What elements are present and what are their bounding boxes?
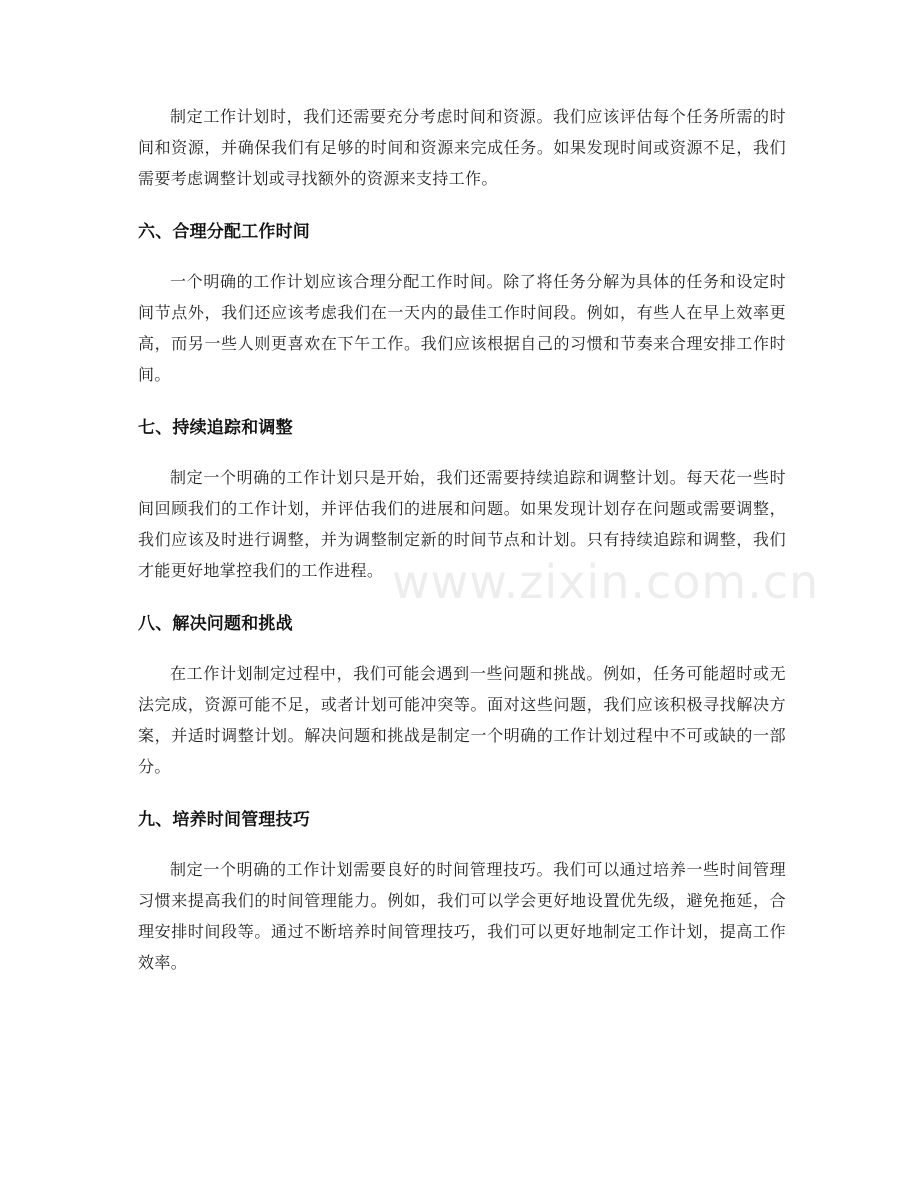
heading-section-6: 六、合理分配工作时间 [138, 222, 310, 242]
heading-section-8: 八、解决问题和挑战 [138, 614, 293, 634]
paragraph-section-9: 制定一个明确的工作计划需要良好的时间管理技巧。我们可以通过培养一些时间管理习惯来提高我们的时间管理能力。例如，我们可以学会更好地设置优先级，避免拖延，合理安排时间段等。通过不断培养时间管理技巧，我们可以更好地制定工作计划，提高工作效率。 [138, 860, 786, 972]
paragraph-section-6: 一个明确的工作计划应该合理分配工作时间。除了将任务分解为具体的任务和设定时间节点外，我们还应该考虑我们在一天内的最佳工作时间段。例如，有些人在早上效率更高，而另一些人则更喜欢在下午工作。我们应该根据自己的习惯和节奏来合理安排工作时间。 [138, 272, 786, 384]
paragraph-section-7: 制定一个明确的工作计划只是开始，我们还需要持续追踪和调整计划。每天花一些时间回顾我们的工作计划，并评估我们的进展和问题。如果发现计划存在问题或需要调整，我们应该及时进行调整，并为调整制定新的时间节点和计划。只有持续追踪和调整，我们才能更好地掌控我们的工作进程。 [138, 468, 786, 580]
heading-section-7: 七、持续追踪和调整 [138, 418, 293, 438]
paragraph-section-8: 在工作计划制定过程中，我们可能会遇到一些问题和挑战。例如，任务可能超时或无法完成，资源可能不足，或者计划可能冲突等。面对这些问题，我们应该积极寻找解决方案，并适时调整计划。解决问题和挑战是制定一个明确的工作计划过程中不可或缺的一部分。 [138, 664, 786, 776]
document-body [138, 101, 786, 978]
watermark: www.zixin.com.cn [392, 555, 820, 609]
paragraph-time-resources: 制定工作计划时，我们还需要充分考虑时间和资源。我们应该评估每个任务所需的时间和资源，并确保我们有足够的时间和资源来完成任务。如果发现时间或资源不足，我们需要考虑调整计划或寻找额外的资源来支持工作。 [138, 107, 786, 188]
heading-section-9: 九、培养时间管理技巧 [138, 810, 310, 830]
